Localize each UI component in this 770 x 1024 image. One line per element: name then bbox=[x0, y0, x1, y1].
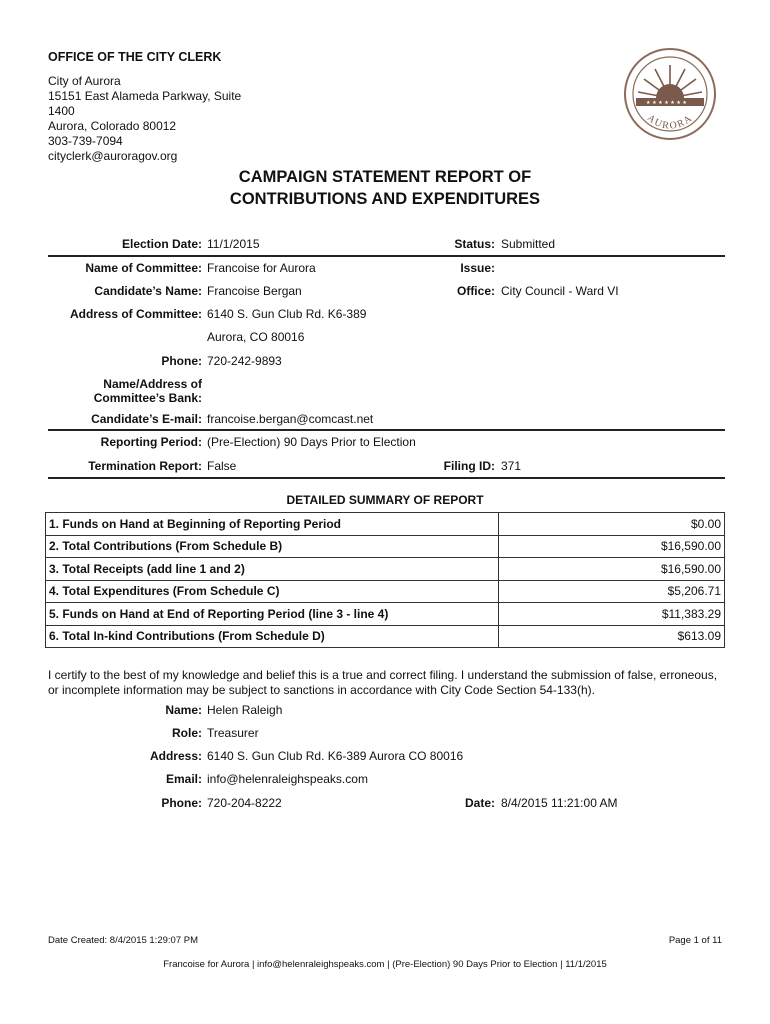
office-street: 15151 East Alameda Parkway, Suite bbox=[48, 89, 242, 103]
summary-row-label: 2. Total Contributions (From Schedule B) bbox=[46, 535, 499, 558]
status-value: Submitted bbox=[501, 237, 556, 251]
bank-label-line2: Committee’s Bank: bbox=[93, 391, 202, 405]
reporting-period-value: (Pre-Election) 90 Days Prior to Election bbox=[207, 435, 416, 449]
cert-email-value[interactable]: info@helenraleighspeaks.com bbox=[207, 772, 368, 786]
table-row bbox=[46, 580, 725, 603]
committee-address-line2: Aurora, CO 80016 bbox=[207, 330, 305, 344]
table-row bbox=[46, 558, 725, 581]
committee-address-line1: 6140 S. Gun Club Rd. K6-389 bbox=[207, 307, 367, 321]
cert-address-value: 6140 S. Gun Club Rd. K6-389 Aurora CO 80016 bbox=[207, 749, 464, 763]
committee-phone-label: Phone: bbox=[161, 354, 202, 368]
summary-heading: DETAILED SUMMARY OF REPORT bbox=[286, 493, 484, 507]
termination-report-value: False bbox=[207, 459, 237, 473]
summary-row-label: 1. Funds on Hand at Beginning of Reporting Period bbox=[46, 513, 499, 536]
summary-row-amount: $5,206.71 bbox=[499, 580, 725, 603]
table-row bbox=[46, 535, 725, 558]
summary-row-label: 6. Total In-kind Contributions (From Schedule D) bbox=[46, 625, 499, 648]
svg-text:★ ★ ★ ★ ★ ★ ★: ★ ★ ★ ★ ★ ★ ★ bbox=[646, 100, 687, 106]
candidate-name-value: Francoise Bergan bbox=[207, 284, 302, 298]
footer-summary: Francoise for Aurora | info@helenraleighspeaks.com | (Pre-Election) 90 Days Prior to Election | 11/1/2015 bbox=[163, 959, 607, 970]
committee-name-label: Name of Committee: bbox=[85, 261, 202, 275]
candidate-email-value[interactable]: francoise.bergan@comcast.net bbox=[207, 412, 374, 426]
status-label: Status: bbox=[454, 237, 495, 251]
office-title: OFFICE OF THE CITY CLERK bbox=[48, 50, 222, 64]
summary-table bbox=[45, 512, 725, 648]
election-date-label: Election Date: bbox=[121, 237, 202, 251]
summary-row-amount: $0.00 bbox=[499, 513, 725, 536]
office-label: Office: bbox=[456, 284, 495, 298]
cert-email-label: Email: bbox=[165, 772, 202, 786]
divider-middle bbox=[48, 429, 725, 431]
summary-row-label: 4. Total Expenditures (From Schedule C) bbox=[46, 580, 499, 603]
office-email[interactable]: cityclerk@auroragov.org bbox=[48, 149, 178, 163]
summary-row-label: 5. Funds on Hand at End of Reporting Period (line 3 - line 4) bbox=[46, 603, 499, 626]
office-value: City Council - Ward VI bbox=[501, 284, 619, 298]
filing-id-label: Filing ID: bbox=[443, 459, 495, 473]
table-row bbox=[46, 625, 725, 648]
committee-address-label: Address of Committee: bbox=[69, 307, 202, 321]
office-suite: 1400 bbox=[48, 104, 75, 118]
cert-date-label: Date: bbox=[464, 796, 495, 810]
bank-label-line1: Name/Address of bbox=[103, 377, 202, 391]
office-phone: 303-739-7094 bbox=[48, 134, 123, 148]
cert-date-value: 8/4/2015 11:21:00 AM bbox=[501, 796, 618, 810]
table-row bbox=[46, 603, 725, 626]
cert-role-label: Role: bbox=[172, 726, 202, 740]
table-row bbox=[46, 513, 725, 536]
filing-id-value: 371 bbox=[501, 459, 522, 473]
page-number: Page 1 of 11 bbox=[668, 935, 722, 946]
summary-row-amount: $11,383.29 bbox=[499, 603, 725, 626]
summary-row-amount: $613.09 bbox=[499, 625, 725, 648]
certification-text: I certify to the best of my knowledge and belief this is a true and correct filing. I understand the submission of false, erroneous, or incomplete information may be subject to sanctions in accordance with City Code Section 54-133(h). bbox=[48, 668, 718, 697]
committee-name-value: Francoise for Aurora bbox=[207, 261, 316, 275]
divider-bottom bbox=[48, 477, 725, 479]
candidate-name-label: Candidate’s Name: bbox=[94, 284, 202, 298]
committee-phone-value: 720-242-9893 bbox=[207, 354, 282, 368]
aurora-seal-logo bbox=[624, 48, 716, 140]
cert-name-label: Name: bbox=[165, 703, 202, 717]
office-city-state-zip: Aurora, Colorado 80012 bbox=[48, 119, 177, 133]
summary-row-label: 3. Total Receipts (add line 1 and 2) bbox=[46, 558, 499, 581]
cert-address-label: Address: bbox=[149, 749, 202, 763]
cert-name-value: Helen Raleigh bbox=[207, 703, 283, 717]
divider-top bbox=[48, 255, 725, 257]
election-date-value: 11/1/2015 bbox=[207, 237, 260, 251]
termination-report-label: Termination Report: bbox=[88, 459, 202, 473]
summary-row-amount: $16,590.00 bbox=[499, 558, 725, 581]
office-city: City of Aurora bbox=[48, 74, 121, 88]
report-title-line1: CAMPAIGN STATEMENT REPORT OF bbox=[238, 168, 532, 186]
cert-role-value: Treasurer bbox=[207, 726, 259, 740]
candidate-email-label: Candidate’s E-mail: bbox=[91, 412, 202, 426]
cert-phone-label: Phone: bbox=[161, 796, 202, 810]
report-title-line2: CONTRIBUTIONS AND EXPENDITURES bbox=[229, 190, 541, 208]
summary-row-amount: $16,590.00 bbox=[499, 535, 725, 558]
svg-text:AURORA: AURORA bbox=[644, 112, 696, 132]
cert-phone-value: 720-204-8222 bbox=[207, 796, 282, 810]
date-created: Date Created: 8/4/2015 1:29:07 PM bbox=[48, 935, 198, 946]
reporting-period-label: Reporting Period: bbox=[100, 435, 202, 449]
issue-label: Issue: bbox=[460, 261, 495, 275]
